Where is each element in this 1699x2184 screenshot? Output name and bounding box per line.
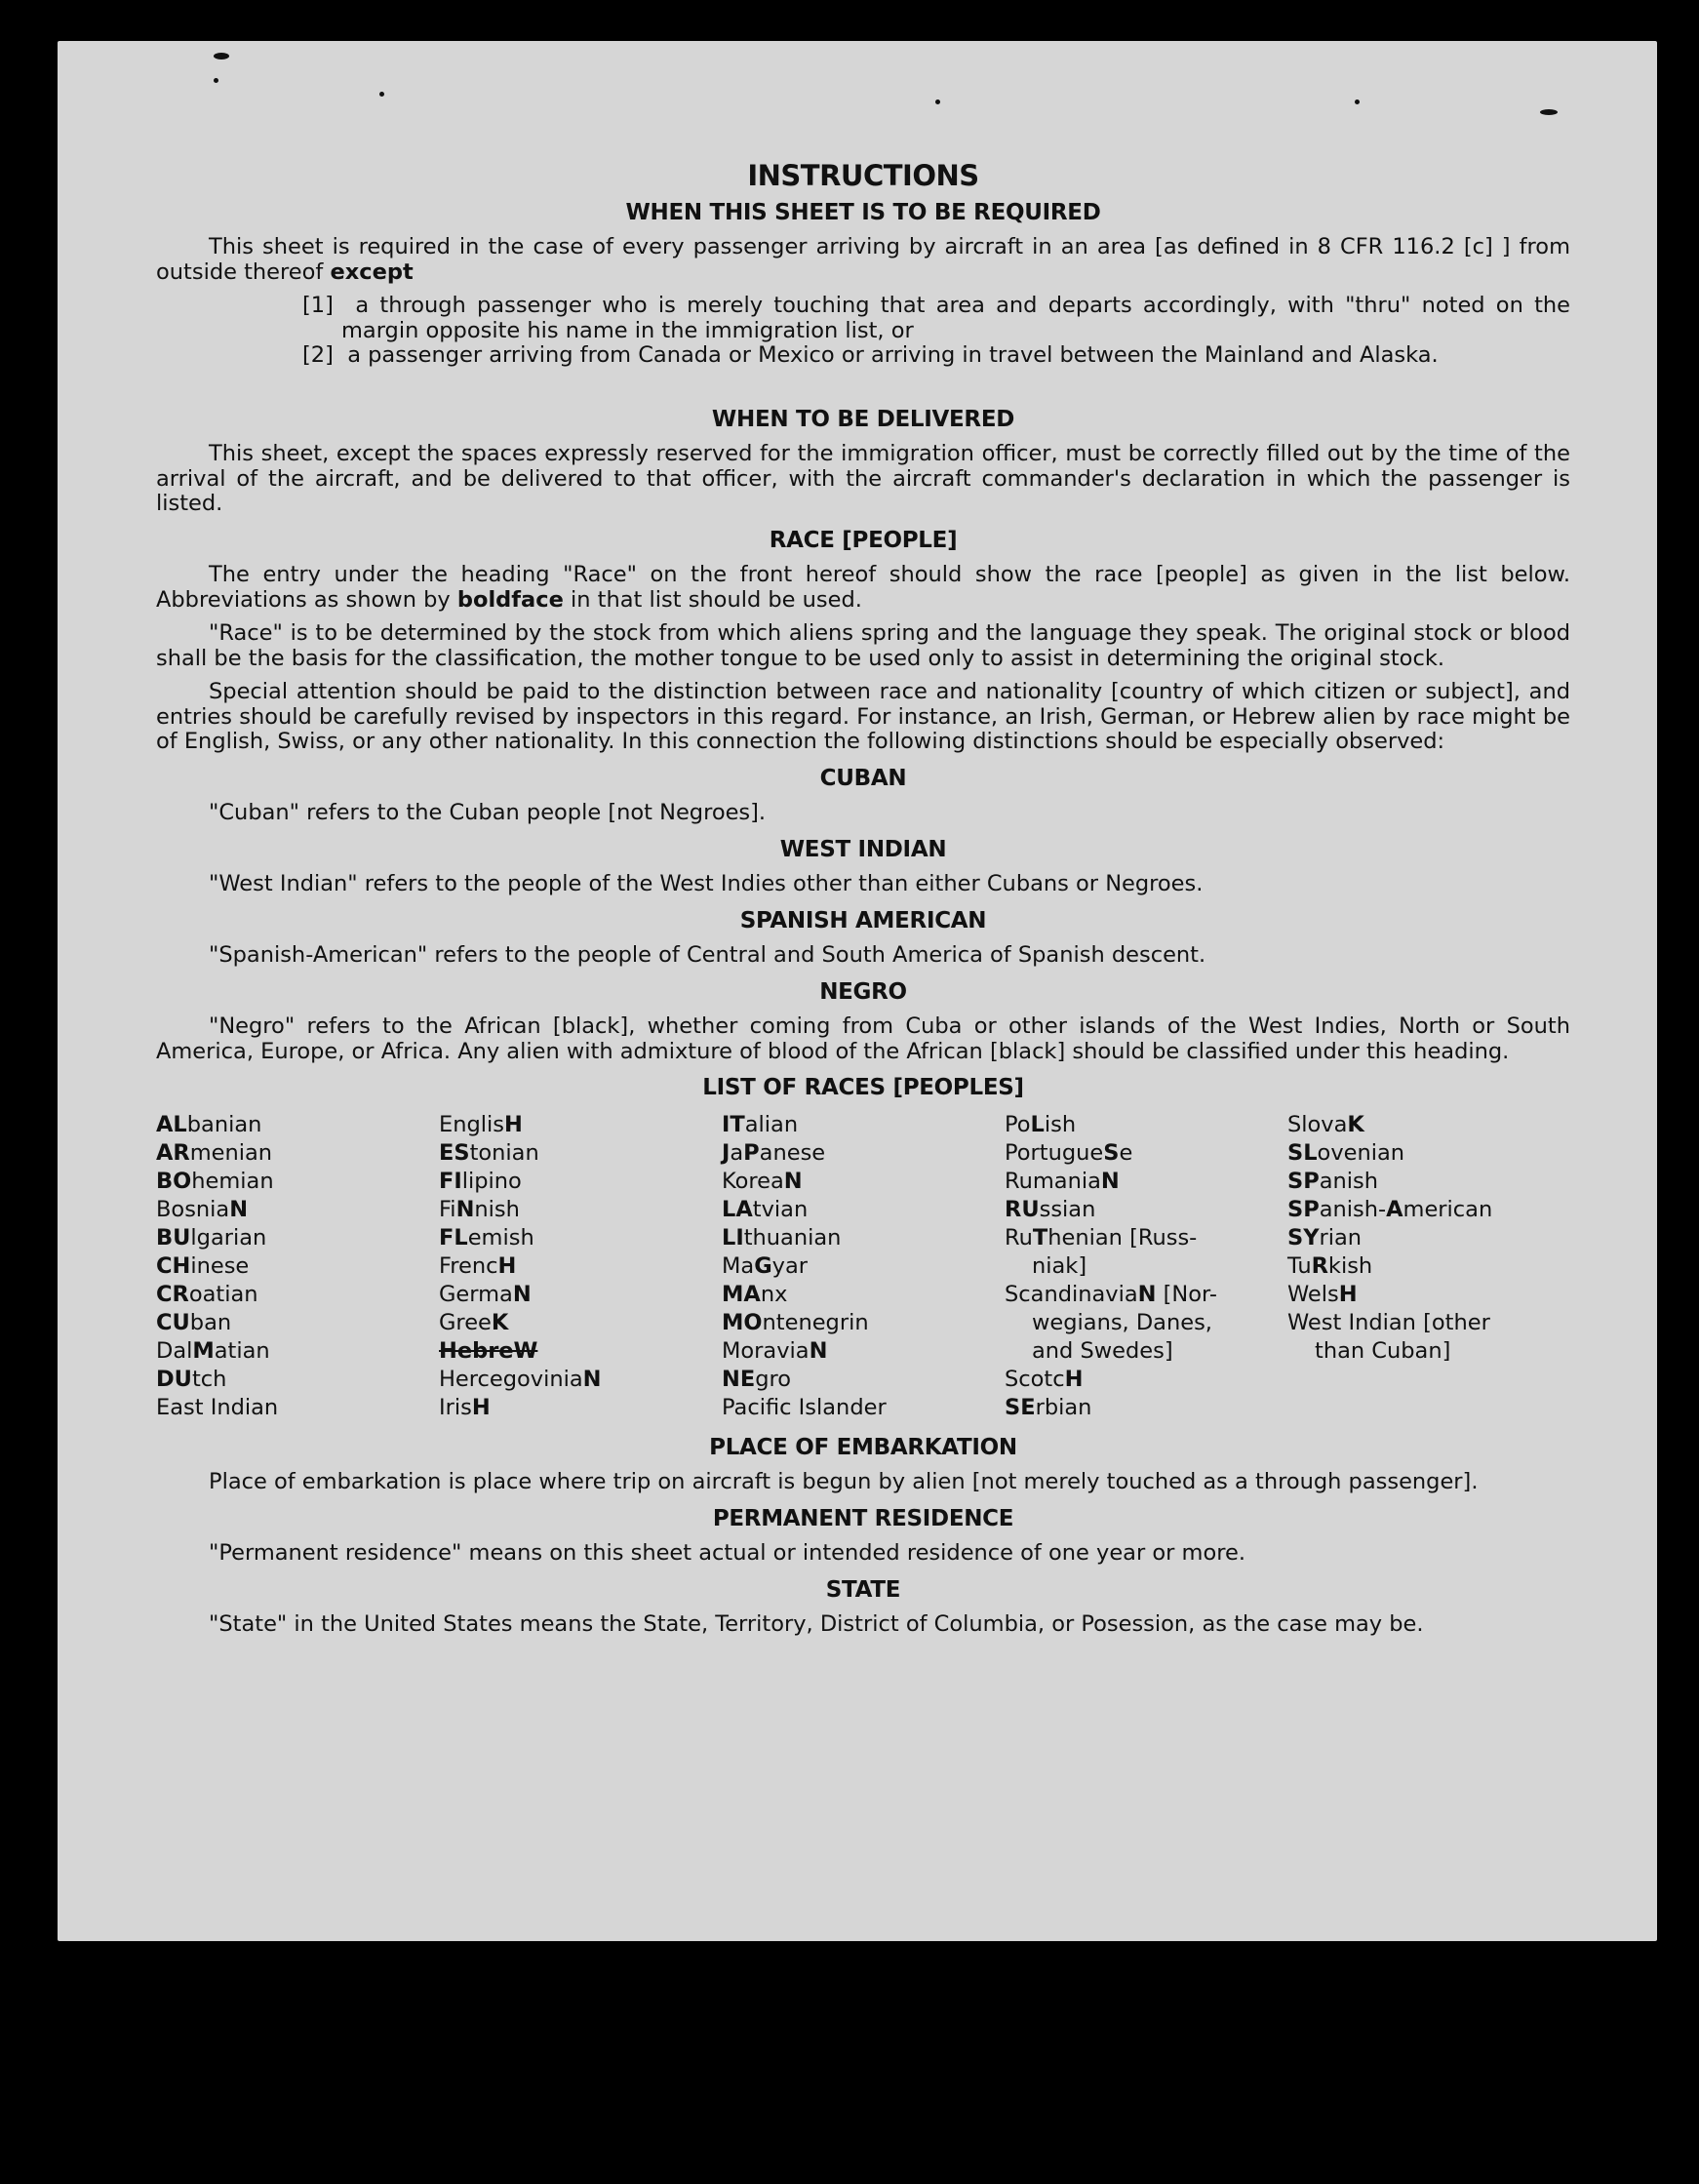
races-column <box>439 1111 722 1422</box>
race-entry: East Indian <box>156 1394 279 1420</box>
instructions-text <box>156 159 1570 1647</box>
race-entry: FIlipino <box>439 1168 522 1194</box>
race-entry: SErbian <box>1005 1394 1092 1420</box>
page-title: INSTRUCTIONS <box>747 159 979 192</box>
race-paragraph-3: Special attention should be paid to the distinction between race and nationality [country of which citizen or subject], and entries should be carefully revised by inspectors in this regard. For instance, an Irish, German, or Hebrew alien by race might be of English, Swiss, or any other nationality. In this connection the following distinctions should be especially observed: <box>156 679 1570 754</box>
race-entry: LAtvian <box>722 1196 809 1222</box>
required-item-1: [1] a through passenger who is merely touching that area and departs accordingly, with "thru" noted on the margin opposite his name in the immigration list, or <box>302 293 1570 343</box>
delivered-text: This sheet, except the spaces expressly reserved for the immigration officer, must be correctly filled out by the time of the arrival of the aircraft, and be delivered to that officer, with the aircraft commander's declaration in which the passenger is listed. <box>156 441 1570 516</box>
heading-negro: NEGRO <box>819 978 907 1005</box>
race-entry: ITalian <box>722 1111 799 1137</box>
race-entry: EnglisH <box>439 1111 523 1137</box>
race-entry: TuRkish <box>1287 1252 1373 1279</box>
race-entry: KoreaN <box>722 1168 803 1194</box>
heading-state: STATE <box>825 1576 901 1603</box>
cuban-text: "Cuban" refers to the Cuban people [not Negroes]. <box>209 800 767 825</box>
race-entry: MoraviaN <box>722 1337 828 1364</box>
race-entry: and Swedes] <box>1032 1337 1173 1364</box>
race-entry: BOhemian <box>156 1168 274 1194</box>
heading-west-indian: WEST INDIAN <box>779 836 947 862</box>
race-entry: DUtch <box>156 1366 227 1392</box>
heading-spanish-american: SPANISH AMERICAN <box>739 907 987 933</box>
races-list <box>156 1111 1570 1422</box>
race-paragraph-2: "Race" is to be determined by the stock from which aliens spring and the language they speak. The original stock or blood shall be the basis for the classification, the mother tongue to be used only to assist in determining the original stock. <box>156 620 1570 671</box>
speck <box>1355 99 1360 104</box>
race-entry: HebreW <box>439 1337 538 1364</box>
race-entry: SYrian <box>1287 1224 1363 1251</box>
race-entry: RuThenian [Russ- <box>1005 1224 1198 1251</box>
race-entry: RumaniaN <box>1005 1168 1120 1194</box>
heading-race: RACE [PEOPLE] <box>769 527 958 553</box>
heading-delivered: WHEN TO BE DELIVERED <box>711 406 1015 432</box>
west-indian-text: "West Indian" refers to the people of the West Indies other than either Cubans or Negroes. <box>209 871 1204 896</box>
race-entry: CHinese <box>156 1252 250 1279</box>
race-entry: CRoatian <box>156 1281 258 1307</box>
races-column <box>1005 1111 1287 1422</box>
race-entry: CUban <box>156 1309 232 1335</box>
race-entry: GermaN <box>439 1281 532 1307</box>
race-entry: SLovenian <box>1287 1139 1405 1166</box>
races-column <box>722 1111 1005 1422</box>
speck <box>1540 109 1558 115</box>
race-entry: LIthuanian <box>722 1224 842 1251</box>
race-entry: ARmenian <box>156 1139 273 1166</box>
race-entry: ScandinaviaN [Nor- <box>1005 1281 1217 1307</box>
race-entry: SlovaK <box>1287 1111 1364 1137</box>
speck <box>214 53 229 60</box>
races-column <box>1287 1111 1570 1422</box>
race-entry: MAnx <box>722 1281 788 1307</box>
heading-embarkation: PLACE OF EMBARKATION <box>709 1434 1017 1460</box>
race-entry: wegians, Danes, <box>1032 1309 1212 1335</box>
race-entry: FiNnish <box>439 1196 520 1222</box>
race-entry: FrencH <box>439 1252 517 1279</box>
speck <box>935 99 940 104</box>
race-entry: GreeK <box>439 1309 509 1335</box>
race-paragraph-1: The entry under the heading "Race" on the front hereof should show the race [people] as given in the list below. Abbreviations as shown by boldface in that list should be used. <box>156 562 1570 613</box>
race-entry: West Indian [other <box>1287 1309 1490 1335</box>
race-entry: HercegoviniaN <box>439 1366 602 1392</box>
race-entry: FLemish <box>439 1224 534 1251</box>
negro-text: "Negro" refers to the African [black], whether coming from Cuba or other islands of the West Indies, North or South America, Europe, or Africa. Any alien with admixture of blood of the African [black] should be classified under this heading. <box>156 1013 1570 1064</box>
race-entry: DalMatian <box>156 1337 270 1364</box>
race-entry: than Cuban] <box>1315 1337 1451 1364</box>
race-entry: RUssian <box>1005 1196 1096 1222</box>
race-entry: BosniaN <box>156 1196 249 1222</box>
spanish-american-text: "Spanish-American" refers to the people of Central and South America of Spanish descent. <box>209 942 1206 968</box>
race-entry: Pacific Islander <box>722 1394 887 1420</box>
race-entry: NEgro <box>722 1366 792 1392</box>
embarkation-text: Place of embarkation is place where trip on aircraft is begun by alien [not merely touched as a through passenger]. <box>209 1469 1479 1494</box>
heading-residence: PERMANENT RESIDENCE <box>712 1505 1014 1531</box>
race-entry: SPanish-American <box>1287 1196 1493 1222</box>
heading-cuban: CUBAN <box>819 765 907 791</box>
state-text: "State" in the United States means the State, Territory, District of Columbia, or Posession, as the case may be. <box>209 1611 1424 1637</box>
required-intro: This sheet is required in the case of every passenger arriving by aircraft in an area [as defined in 8 CFR 116.2 [c] ] from outside thereof except <box>156 234 1570 285</box>
race-entry: ALbanian <box>156 1111 262 1137</box>
race-entry: SPanish <box>1287 1168 1378 1194</box>
race-entry: ScotcH <box>1005 1366 1084 1392</box>
races-column <box>156 1111 439 1422</box>
race-entry: IrisH <box>439 1394 491 1420</box>
speck <box>214 78 218 83</box>
race-entry: MOntenegrin <box>722 1309 869 1335</box>
race-entry: BUlgarian <box>156 1224 267 1251</box>
heading-list-of-races: LIST OF RACES [PEOPLES] <box>702 1075 1024 1100</box>
speck <box>379 92 384 97</box>
race-entry: PortugueSe <box>1005 1139 1133 1166</box>
race-entry: MaGyar <box>722 1252 809 1279</box>
residence-text: "Permanent residence" means on this sheet actual or intended residence of one year or more. <box>209 1540 1245 1566</box>
race-entry: PoLish <box>1005 1111 1077 1137</box>
required-item-2: [2] a passenger arriving from Canada or Mexico or arriving in travel between the Mainland and Alaska. <box>302 342 1439 368</box>
heading-required: WHEN THIS SHEET IS TO BE REQUIRED <box>625 199 1101 225</box>
race-entry: EStonian <box>439 1139 539 1166</box>
race-entry: JaPanese <box>722 1139 826 1166</box>
race-entry: niak] <box>1032 1252 1087 1279</box>
race-entry: WelsH <box>1287 1281 1358 1307</box>
